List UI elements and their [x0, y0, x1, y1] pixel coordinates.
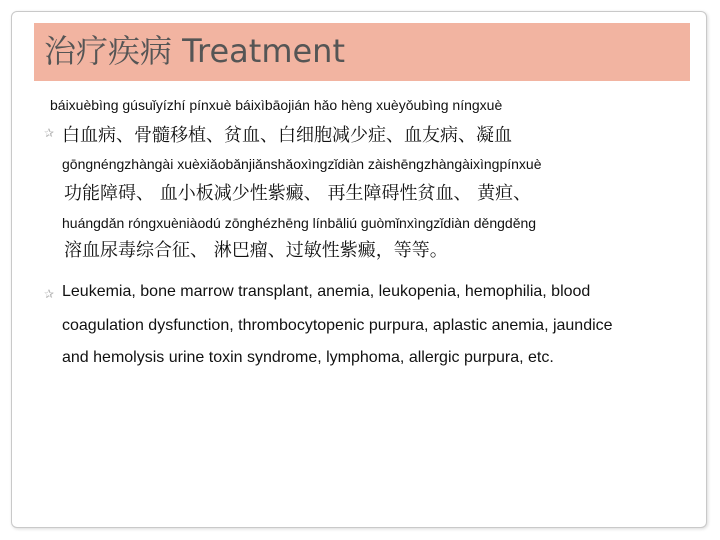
chinese-line-2: 功能障碍、 血小板减少性紫癜、 再生障碍性贫血、 黄疸、: [64, 183, 532, 204]
pinyin-line-3: huángdǎn róngxuèniàodú zōnghézhēng línbāliú guòmǐnxìngzǐdiàn děngděng: [62, 215, 537, 231]
slide-title: 治疗疾病 Treatment: [44, 32, 346, 70]
pinyin-line-2: gōngnéngzhàngài xuèxiǎobǎnjiǎnshǎoxìngzǐdiàn zàishēngzhàngàixìngpínxuè: [62, 156, 542, 172]
english-line-3: and hemolysis urine toxin syndrome, lymphoma, allergic purpura, etc.: [62, 349, 554, 366]
bullet-icon: ✰: [44, 287, 55, 301]
bullet-icon: ✰: [44, 126, 55, 140]
english-line-2: coagulation dysfunction, thrombocytopenic purpura, aplastic anemia, jaundice: [62, 317, 613, 334]
chinese-line-1: 白血病、骨髓移植、贫血、白细胞减少症、血友病、凝血: [62, 125, 512, 146]
title-bar: [34, 23, 690, 81]
pinyin-line-1: báixuèbìng gúsuǐyízhí pínxuè báixìbāojián hǎo hèng xuèyǒubìng níngxuè: [50, 97, 503, 113]
english-line-1: Leukemia, bone marrow transplant, anemia, leukopenia, hemophilia, blood: [62, 283, 591, 300]
slide-frame: [11, 11, 707, 528]
chinese-line-3: 溶血尿毒综合征、 淋巴瘤、过敏性紫癜，等等。: [64, 240, 448, 261]
